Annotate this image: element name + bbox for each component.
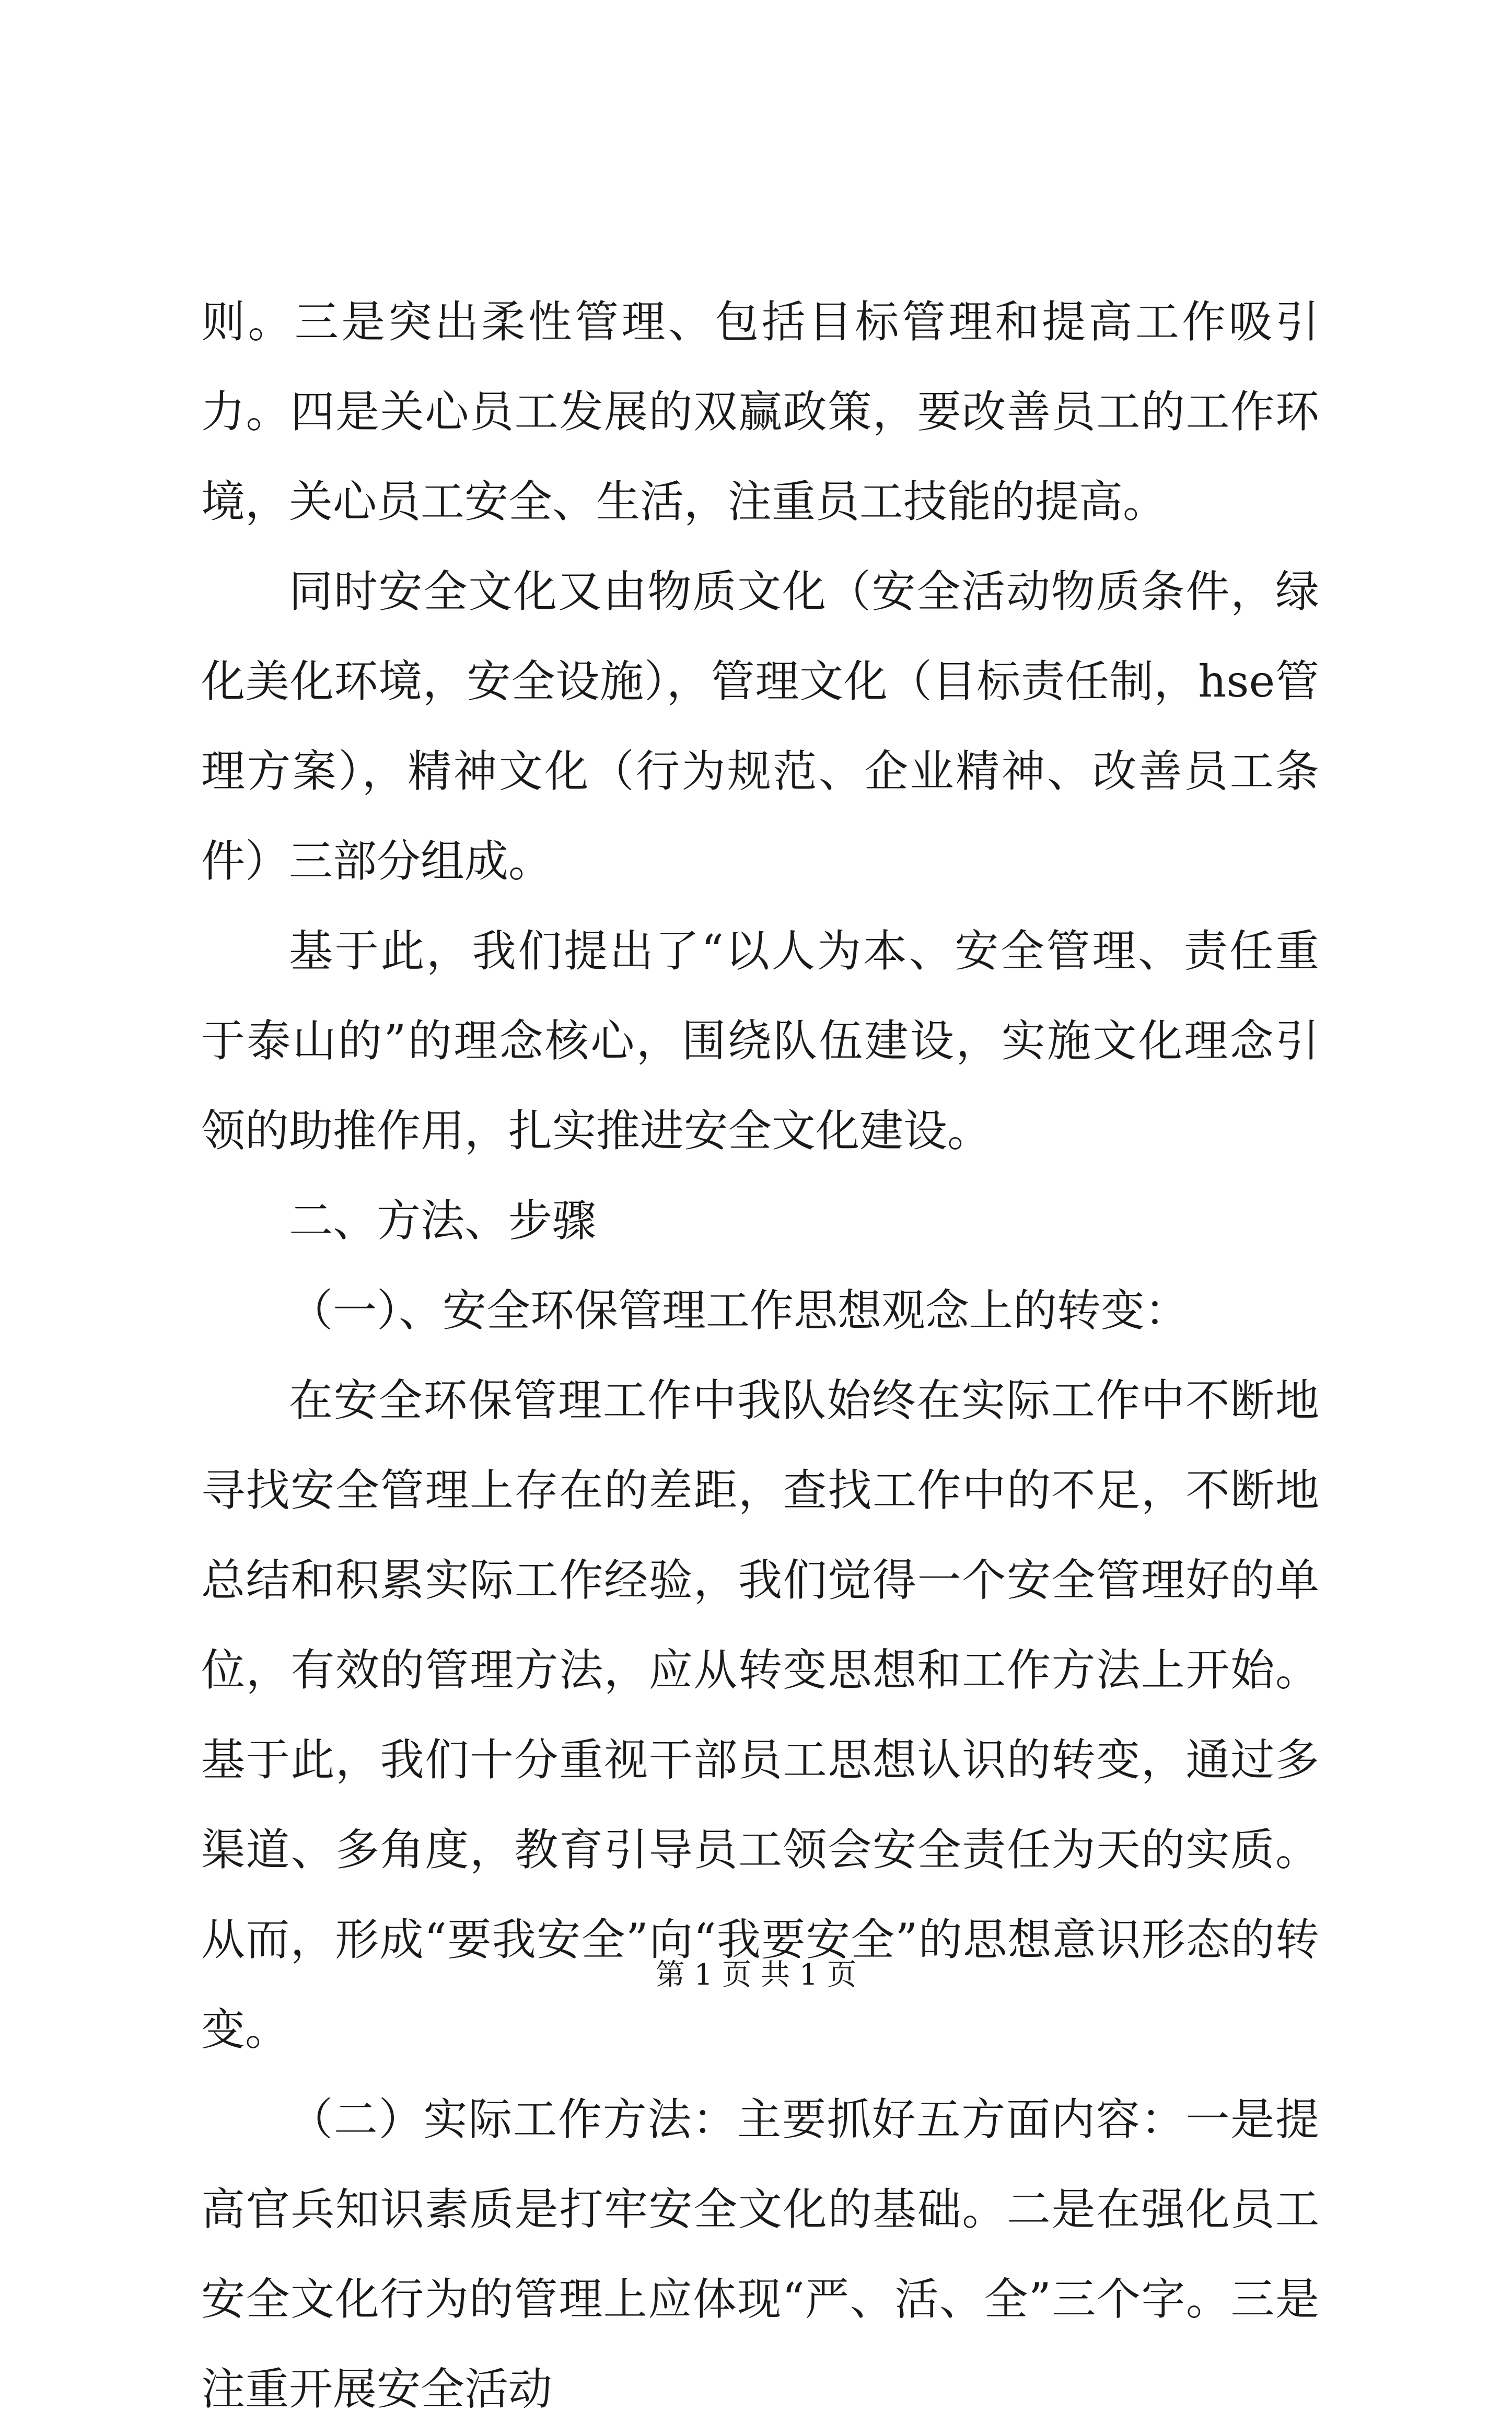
paragraph-work-methods: （二）实际工作方法：主要抓好五方面内容：一是提高官兵知识素质是打牢安全文化的基础。二是在强化员工安全文化行为的管理上应体现“严、活、全”三个字。三是注重开展安全活动 (201, 2094, 1319, 2415)
section-heading-methods-steps: 二、方法、步骤 (289, 1195, 597, 1246)
paragraph-continuation: 则。三是突出柔性管理、包括目标管理和提高工作吸引力。四是关心员工发展的双赢政策，要改善员工的工作环境，关心员工安全、生活，注重员工技能的提高。 (201, 296, 1319, 527)
subsection-heading-mindset-change: （一）、安全环保管理工作思想观念上的转变： (289, 1285, 1189, 1336)
page-footer: 第 1 页 共 1 页 (655, 1958, 857, 1992)
paragraph-safety-culture-composition: 同时安全文化又由物质文化（安全活动物质条件，绿化美化环境，安全设施），管理文化（目标责任制，hse管理方案），精神文化（行为规范、企业精神、改善员工条件）三部分组成。 (201, 566, 1319, 887)
document-body (201, 277, 1319, 2434)
paragraph-core-concept: 基于此，我们提出了“以人为本、安全管理、责任重于泰山的”的理念核心，围绕队伍建设，实施文化理念引领的助推作用，扎实推进安全文化建设。 (201, 925, 1319, 1156)
paragraph-mindset-change: 在安全环保管理工作中我队始终在实际工作中不断地寻找安全管理上存在的差距，查找工作中的不足，不断地总结和积累实际工作经验，我们觉得一个安全管理好的单位，有效的管理方法，应从转变思想和工作方法上开始。基于此，我们十分重视干部员工思想认识的转变，通过多渠道、多角度，教育引导员工领会安全责任为天的实质。从而，形成“要我安全”向“我要安全”的思想意识形态的转变。 (201, 1375, 1319, 2055)
